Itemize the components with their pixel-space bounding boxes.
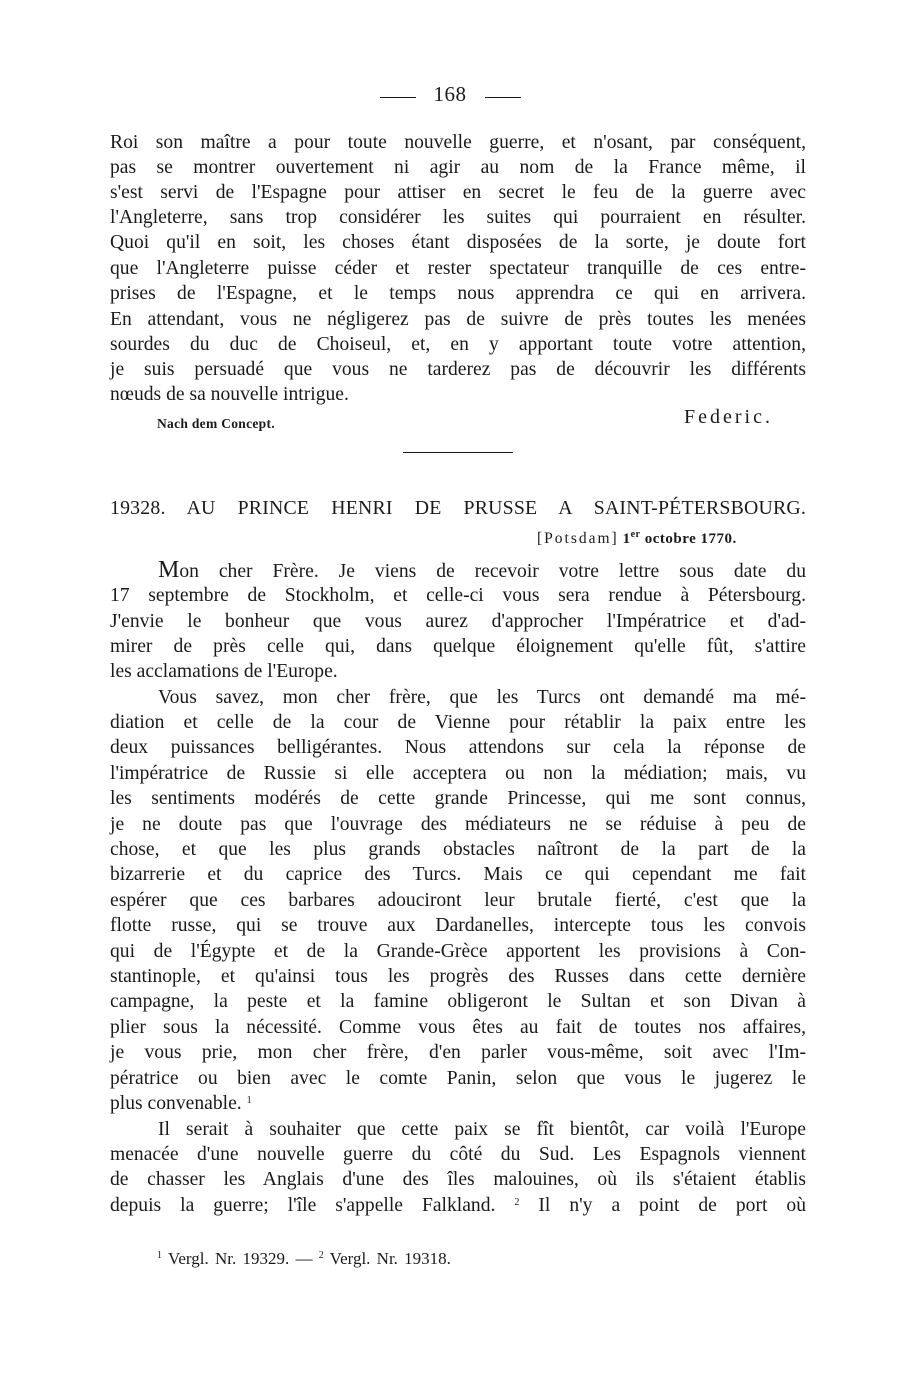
section-separator bbox=[403, 452, 513, 453]
dateline-date: 1er octobre 1770. bbox=[622, 529, 737, 547]
footnote-1: Vergl. Nr. 19329. — bbox=[167, 1249, 319, 1268]
text-line: chose, et que les plus grands obstacles naîtront de la part de la bbox=[110, 839, 806, 860]
text-line: les sentiments modérés de cette grande Princesse, qui me sont connus, bbox=[110, 788, 806, 809]
header-dash-right bbox=[485, 97, 521, 98]
text-line: s'est servi de l'Espagne pour attiser en secret le feu de la guerre avec bbox=[110, 182, 806, 203]
footnote-mark: 1 bbox=[157, 1250, 162, 1261]
salutation-line: Mon cher Frère. Je viens de recevoir votre lettre sous date du bbox=[158, 557, 806, 583]
text-line: diation et celle de la cour de Vienne pour rétablir la paix entre les bbox=[110, 712, 806, 733]
text-line: l'impératrice de Russie si elle acceptera ou non la médiation; mais, vu bbox=[110, 763, 806, 784]
footnote-mark: 2 bbox=[318, 1250, 324, 1261]
source-note: Nach dem Concept. bbox=[157, 416, 275, 431]
text-line: je suis persuadé que vous ne tarderez pas de découvrir les différents bbox=[110, 359, 806, 380]
text-line: pératrice ou bien avec le comte Panin, selon que vous le jugerez le bbox=[110, 1068, 806, 1089]
text-line: Vous savez, mon cher frère, que les Turcs ont demandé ma mé- bbox=[158, 687, 806, 708]
text-line: flotte russe, qui se trouve aux Dardanelles, intercepte tous les convois bbox=[110, 915, 806, 936]
text-line: sourdes du duc de Choiseul, et, en y apportant toute votre attention, bbox=[110, 334, 806, 355]
letter-heading: 19328. AU PRINCE HENRI DE PRUSSE A SAINT-PÉTERSBOURG. bbox=[110, 497, 806, 519]
text-line: prises de l'Espagne, et le temps nous apprendra ce qui en arrivera. bbox=[110, 283, 806, 304]
text-line: Roi son maître a pour toute nouvelle guerre, et n'osant, par conséquent, bbox=[110, 132, 806, 153]
text-line: Il serait à souhaiter que cette paix se fît bientôt, car voilà l'Europe bbox=[158, 1119, 806, 1140]
text-line: 17 septembre de Stockholm, et celle-ci vous sera rendue à Pétersbourg. bbox=[110, 585, 806, 606]
text-line: pas se montrer ouvertement ni agir au nom de la France même, il bbox=[110, 157, 806, 178]
text-line: J'envie le bonheur que vous aurez d'approcher l'Impératrice et d'ad- bbox=[110, 611, 806, 632]
signature: Federic. bbox=[684, 406, 773, 428]
footnote-2: Vergl. Nr. 19318. bbox=[329, 1249, 451, 1268]
text-line-with-footnote: depuis la guerre; l'île s'appelle Falkland. $^2$ Il n'y a point de port où bbox=[110, 1195, 806, 1216]
dateline-place: [Potsdam] bbox=[537, 530, 619, 547]
text-line: que l'Angleterre puisse céder et rester spectateur tranquille de ces entre- bbox=[110, 258, 806, 279]
footnote-mark: 2 bbox=[514, 1197, 520, 1208]
text-line: qui de l'Égypte et de la Grande-Grèce apportent les provisions à Con- bbox=[110, 941, 806, 962]
text-line: menacée d'une nouvelle guerre du côté du Sud. Les Espagnols viennent bbox=[110, 1144, 806, 1165]
footnotes bbox=[157, 1249, 451, 1269]
text-line: Quoi qu'il en soit, les choses étant disposées de la sorte, je doute fort bbox=[110, 232, 806, 253]
text-line: je ne doute pas que l'ouvrage des médiateurs ne se réduise à peu de bbox=[110, 814, 806, 835]
page-header bbox=[0, 82, 900, 107]
text-line: stantinople, et qu'ainsi tous les progrès des Russes dans cette dernière bbox=[110, 966, 806, 987]
header-dash-left bbox=[380, 97, 416, 98]
letter-dateline bbox=[537, 530, 737, 548]
text-line: nœuds de sa nouvelle intrigue. bbox=[110, 384, 349, 405]
text-line: je vous prie, mon cher frère, d'en parler vous-même, soit avec l'Im- bbox=[110, 1042, 806, 1063]
text-line: espérer que ces barbares adouciront leur brutale fierté, c'est que la bbox=[110, 890, 806, 911]
text-line: bizarrerie et du caprice des Turcs. Mais ce qui cependant me fait bbox=[110, 864, 806, 885]
footnote-mark: 1 bbox=[246, 1095, 252, 1106]
text-line: l'Angleterre, sans trop considérer les suites qui pourraient en résulter. bbox=[110, 207, 806, 228]
text-line: plier sous la nécessité. Comme vous êtes au fait de toutes nos affaires, bbox=[110, 1017, 806, 1038]
text-line: mirer de près celle qui, dans quelque éloignement qu'elle fût, s'attire bbox=[110, 636, 806, 657]
text-line: les acclamations de l'Europe. bbox=[110, 661, 338, 682]
page-number: 168 bbox=[433, 82, 467, 106]
text-line: de chasser les Anglais d'une des îles malouines, où ils s'étaient établis bbox=[110, 1169, 806, 1190]
text-line: En attendant, vous ne négligerez pas de suivre de près toutes les menées bbox=[110, 309, 806, 330]
text-line: campagne, la peste et la famine obligeront le Sultan et son Divan à bbox=[110, 991, 806, 1012]
text-line-with-footnote: plus convenable. $^1$ bbox=[110, 1093, 252, 1114]
salutation-initial: M bbox=[158, 557, 180, 583]
text-line: deux puissances belligérantes. Nous attendons sur cela la réponse de bbox=[110, 737, 806, 758]
